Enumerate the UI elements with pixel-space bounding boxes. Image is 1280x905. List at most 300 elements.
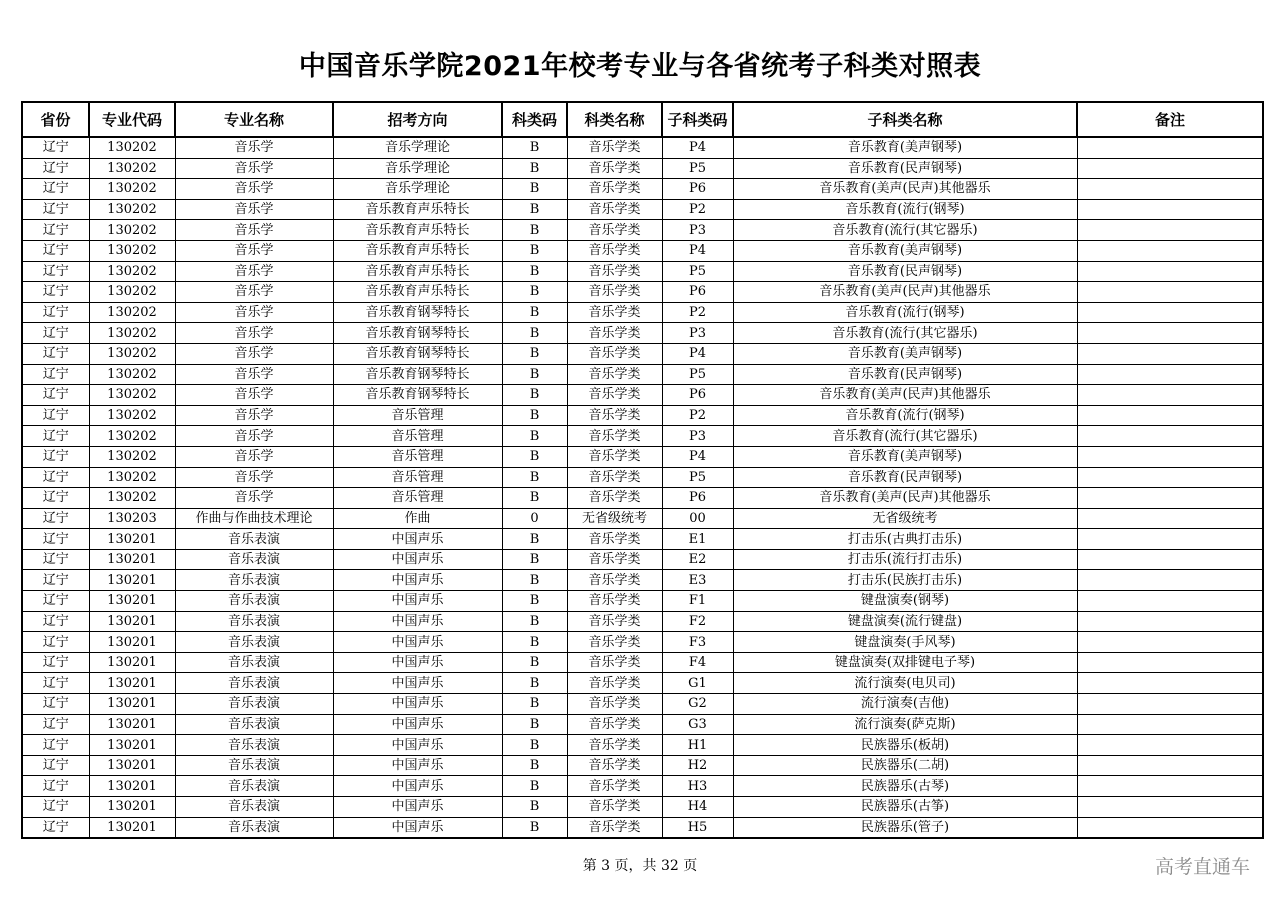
cell-province: 辽宁 xyxy=(22,137,89,158)
cell-remarks xyxy=(1077,488,1263,509)
cell-province: 辽宁 xyxy=(22,755,89,776)
cell-direction: 中国声乐 xyxy=(333,652,502,673)
cell-direction: 中国声乐 xyxy=(333,570,502,591)
cell-category-name: 音乐学类 xyxy=(567,611,662,632)
cell-direction: 中国声乐 xyxy=(333,797,502,818)
cell-province: 辽宁 xyxy=(22,673,89,694)
cell-category-code: B xyxy=(502,364,567,385)
table-row xyxy=(22,302,1263,323)
header-direction: 招考方向 xyxy=(333,102,502,137)
cell-major-code: 130201 xyxy=(89,632,175,653)
cell-direction: 音乐学理论 xyxy=(333,137,502,158)
table-row xyxy=(22,240,1263,261)
cell-major-name: 音乐学 xyxy=(175,158,333,179)
cell-province: 辽宁 xyxy=(22,735,89,756)
cell-category-name: 音乐学类 xyxy=(567,549,662,570)
cell-major-name: 音乐表演 xyxy=(175,735,333,756)
cell-subcategory-name: 音乐教育(流行(钢琴) xyxy=(733,405,1077,426)
cell-major-name: 音乐学 xyxy=(175,488,333,509)
cell-category-code: B xyxy=(502,385,567,406)
cell-province: 辽宁 xyxy=(22,220,89,241)
cell-subcategory-name: 音乐教育(民声钢琴) xyxy=(733,364,1077,385)
watermark: 高考直通车 xyxy=(1154,856,1250,878)
cell-province: 辽宁 xyxy=(22,199,89,220)
cell-major-code: 130202 xyxy=(89,199,175,220)
cell-major-code: 130202 xyxy=(89,405,175,426)
cell-category-name: 音乐学类 xyxy=(567,632,662,653)
cell-major-name: 音乐表演 xyxy=(175,611,333,632)
table-row xyxy=(22,817,1263,838)
cell-subcategory-code: H4 xyxy=(662,797,733,818)
table-row xyxy=(22,632,1263,653)
table-row xyxy=(22,570,1263,591)
table-row xyxy=(22,488,1263,509)
cell-direction: 音乐管理 xyxy=(333,405,502,426)
cell-category-name: 音乐学类 xyxy=(567,467,662,488)
cell-major-code: 130201 xyxy=(89,735,175,756)
table-row xyxy=(22,343,1263,364)
cell-category-name: 音乐学类 xyxy=(567,405,662,426)
cell-subcategory-name: 音乐教育(美声钢琴) xyxy=(733,446,1077,467)
cell-province: 辽宁 xyxy=(22,817,89,838)
cell-province: 辽宁 xyxy=(22,570,89,591)
cell-category-name: 音乐学类 xyxy=(567,591,662,612)
cell-direction: 音乐管理 xyxy=(333,426,502,447)
cell-category-name: 音乐学类 xyxy=(567,385,662,406)
cell-major-name: 音乐学 xyxy=(175,282,333,303)
cell-subcategory-code: P6 xyxy=(662,282,733,303)
table-row xyxy=(22,714,1263,735)
cell-remarks xyxy=(1077,694,1263,715)
cell-category-code: B xyxy=(502,735,567,756)
cell-province: 辽宁 xyxy=(22,508,89,529)
cell-category-code: B xyxy=(502,302,567,323)
cell-major-code: 130201 xyxy=(89,549,175,570)
cell-category-code: B xyxy=(502,797,567,818)
cell-direction: 中国声乐 xyxy=(333,611,502,632)
cell-remarks xyxy=(1077,817,1263,838)
table-row xyxy=(22,673,1263,694)
cell-subcategory-name: 音乐教育(流行(其它器乐) xyxy=(733,220,1077,241)
cell-subcategory-name: 打击乐(古典打击乐) xyxy=(733,529,1077,550)
cell-major-code: 130202 xyxy=(89,385,175,406)
table-row xyxy=(22,385,1263,406)
cell-subcategory-code: H5 xyxy=(662,817,733,838)
cell-major-name: 音乐表演 xyxy=(175,632,333,653)
cell-subcategory-name: 无省级统考 xyxy=(733,508,1077,529)
cell-province: 辽宁 xyxy=(22,240,89,261)
cell-category-code: B xyxy=(502,549,567,570)
table-row xyxy=(22,158,1263,179)
header-category-name: 科类名称 xyxy=(567,102,662,137)
cell-subcategory-code: G3 xyxy=(662,714,733,735)
table-row xyxy=(22,364,1263,385)
cell-province: 辽宁 xyxy=(22,343,89,364)
header-major-name: 专业名称 xyxy=(175,102,333,137)
table-row xyxy=(22,282,1263,303)
cell-remarks xyxy=(1077,673,1263,694)
cell-category-code: B xyxy=(502,343,567,364)
cell-subcategory-name: 打击乐(民族打击乐) xyxy=(733,570,1077,591)
table-row xyxy=(22,137,1263,158)
cell-major-name: 音乐学 xyxy=(175,199,333,220)
cell-subcategory-name: 音乐教育(美声(民声)其他器乐 xyxy=(733,282,1077,303)
cell-direction: 中国声乐 xyxy=(333,673,502,694)
table-row xyxy=(22,755,1263,776)
cell-remarks xyxy=(1077,199,1263,220)
cell-province: 辽宁 xyxy=(22,714,89,735)
table-row xyxy=(22,261,1263,282)
cell-subcategory-name: 键盘演奏(手风琴) xyxy=(733,632,1077,653)
cell-subcategory-name: 民族器乐(古筝) xyxy=(733,797,1077,818)
table-row xyxy=(22,529,1263,550)
cell-subcategory-name: 音乐教育(民声钢琴) xyxy=(733,261,1077,282)
cell-province: 辽宁 xyxy=(22,405,89,426)
cell-province: 辽宁 xyxy=(22,694,89,715)
cell-category-code: B xyxy=(502,488,567,509)
cell-province: 辽宁 xyxy=(22,529,89,550)
cell-subcategory-name: 音乐教育(流行(其它器乐) xyxy=(733,426,1077,447)
cell-category-code: B xyxy=(502,405,567,426)
cell-category-code: B xyxy=(502,446,567,467)
cell-major-name: 音乐学 xyxy=(175,261,333,282)
cell-remarks xyxy=(1077,508,1263,529)
cell-major-code: 130201 xyxy=(89,652,175,673)
cell-major-code: 130202 xyxy=(89,240,175,261)
cell-direction: 中国声乐 xyxy=(333,549,502,570)
cell-category-name: 音乐学类 xyxy=(567,261,662,282)
cell-category-code: B xyxy=(502,426,567,447)
cell-category-name: 音乐学类 xyxy=(567,364,662,385)
cell-major-name: 音乐学 xyxy=(175,179,333,200)
cell-remarks xyxy=(1077,282,1263,303)
cell-province: 辽宁 xyxy=(22,364,89,385)
cell-category-name: 音乐学类 xyxy=(567,652,662,673)
cell-subcategory-code: P2 xyxy=(662,199,733,220)
cell-subcategory-code: P2 xyxy=(662,302,733,323)
cell-subcategory-name: 音乐教育(美声(民声)其他器乐 xyxy=(733,488,1077,509)
cell-province: 辽宁 xyxy=(22,652,89,673)
cell-category-code: B xyxy=(502,694,567,715)
cell-direction: 中国声乐 xyxy=(333,714,502,735)
cell-major-code: 130201 xyxy=(89,797,175,818)
cell-category-code: B xyxy=(502,632,567,653)
cell-province: 辽宁 xyxy=(22,385,89,406)
cell-category-code: B xyxy=(502,755,567,776)
cell-major-code: 130202 xyxy=(89,302,175,323)
cell-subcategory-name: 流行演奏(萨克斯) xyxy=(733,714,1077,735)
cell-province: 辽宁 xyxy=(22,467,89,488)
cell-province: 辽宁 xyxy=(22,488,89,509)
cell-direction: 作曲 xyxy=(333,508,502,529)
cell-direction: 中国声乐 xyxy=(333,694,502,715)
cell-remarks xyxy=(1077,179,1263,200)
cell-category-name: 音乐学类 xyxy=(567,282,662,303)
cell-direction: 音乐教育钢琴特长 xyxy=(333,302,502,323)
cell-subcategory-name: 音乐教育(美声钢琴) xyxy=(733,240,1077,261)
cell-category-code: B xyxy=(502,240,567,261)
cell-subcategory-name: 音乐教育(美声钢琴) xyxy=(733,137,1077,158)
cell-direction: 音乐管理 xyxy=(333,446,502,467)
cell-subcategory-code: P3 xyxy=(662,220,733,241)
cell-province: 辽宁 xyxy=(22,591,89,612)
cell-remarks xyxy=(1077,158,1263,179)
cell-category-code: B xyxy=(502,137,567,158)
cell-subcategory-code: P3 xyxy=(662,323,733,344)
cell-subcategory-code: P2 xyxy=(662,405,733,426)
cell-remarks xyxy=(1077,323,1263,344)
cell-direction: 音乐教育声乐特长 xyxy=(333,199,502,220)
cell-subcategory-code: P5 xyxy=(662,261,733,282)
table-row xyxy=(22,220,1263,241)
cell-category-code: B xyxy=(502,199,567,220)
table-row xyxy=(22,426,1263,447)
cell-major-name: 音乐表演 xyxy=(175,549,333,570)
cell-subcategory-code: G1 xyxy=(662,673,733,694)
cell-major-name: 音乐表演 xyxy=(175,755,333,776)
comparison-table xyxy=(21,101,1264,839)
cell-category-code: B xyxy=(502,591,567,612)
cell-subcategory-code: E3 xyxy=(662,570,733,591)
cell-subcategory-code: P5 xyxy=(662,364,733,385)
cell-subcategory-name: 键盘演奏(流行键盘) xyxy=(733,611,1077,632)
cell-category-code: B xyxy=(502,673,567,694)
cell-major-name: 音乐学 xyxy=(175,220,333,241)
cell-major-name: 音乐学 xyxy=(175,405,333,426)
header-category-code: 科类码 xyxy=(502,102,567,137)
cell-province: 辽宁 xyxy=(22,282,89,303)
cell-direction: 音乐教育声乐特长 xyxy=(333,240,502,261)
cell-category-code: B xyxy=(502,611,567,632)
cell-remarks xyxy=(1077,385,1263,406)
cell-subcategory-name: 音乐教育(美声(民声)其他器乐 xyxy=(733,179,1077,200)
cell-major-code: 130201 xyxy=(89,570,175,591)
cell-subcategory-code: H2 xyxy=(662,755,733,776)
cell-major-code: 130202 xyxy=(89,426,175,447)
cell-direction: 中国声乐 xyxy=(333,632,502,653)
cell-category-code: B xyxy=(502,261,567,282)
table-row xyxy=(22,694,1263,715)
cell-province: 辽宁 xyxy=(22,261,89,282)
cell-remarks xyxy=(1077,426,1263,447)
page-number: 第 3 页，共 32 页 xyxy=(582,858,698,874)
table-row xyxy=(22,652,1263,673)
cell-subcategory-name: 流行演奏(电贝司) xyxy=(733,673,1077,694)
cell-subcategory-name: 民族器乐(板胡) xyxy=(733,735,1077,756)
cell-major-name: 音乐表演 xyxy=(175,570,333,591)
cell-category-name: 音乐学类 xyxy=(567,714,662,735)
cell-major-code: 130202 xyxy=(89,179,175,200)
cell-subcategory-code: P3 xyxy=(662,426,733,447)
cell-major-name: 音乐学 xyxy=(175,364,333,385)
cell-category-name: 音乐学类 xyxy=(567,179,662,200)
table-row xyxy=(22,776,1263,797)
cell-remarks xyxy=(1077,220,1263,241)
cell-direction: 音乐教育声乐特长 xyxy=(333,220,502,241)
cell-remarks xyxy=(1077,570,1263,591)
cell-major-name: 音乐表演 xyxy=(175,529,333,550)
cell-major-code: 130202 xyxy=(89,158,175,179)
cell-category-name: 音乐学类 xyxy=(567,199,662,220)
cell-remarks xyxy=(1077,446,1263,467)
cell-major-code: 130201 xyxy=(89,714,175,735)
cell-category-name: 音乐学类 xyxy=(567,488,662,509)
cell-category-name: 音乐学类 xyxy=(567,735,662,756)
cell-direction: 中国声乐 xyxy=(333,817,502,838)
cell-major-name: 音乐表演 xyxy=(175,694,333,715)
table-row xyxy=(22,735,1263,756)
page-title: 中国音乐学院2021年校考专业与各省统考子科类对照表 xyxy=(298,51,982,82)
cell-category-name: 音乐学类 xyxy=(567,302,662,323)
cell-category-code: B xyxy=(502,570,567,591)
cell-category-code: B xyxy=(502,776,567,797)
cell-major-name: 音乐学 xyxy=(175,302,333,323)
cell-subcategory-name: 键盘演奏(双排键电子琴) xyxy=(733,652,1077,673)
cell-category-name: 音乐学类 xyxy=(567,529,662,550)
cell-major-code: 130202 xyxy=(89,220,175,241)
cell-direction: 音乐管理 xyxy=(333,488,502,509)
cell-category-name: 音乐学类 xyxy=(567,797,662,818)
cell-category-name: 音乐学类 xyxy=(567,240,662,261)
cell-remarks xyxy=(1077,343,1263,364)
cell-category-code: B xyxy=(502,220,567,241)
cell-province: 辽宁 xyxy=(22,611,89,632)
cell-subcategory-code: P5 xyxy=(662,158,733,179)
cell-subcategory-code: 00 xyxy=(662,508,733,529)
cell-major-code: 130201 xyxy=(89,776,175,797)
cell-major-name: 音乐学 xyxy=(175,426,333,447)
cell-province: 辽宁 xyxy=(22,797,89,818)
cell-subcategory-code: H1 xyxy=(662,735,733,756)
table-row xyxy=(22,508,1263,529)
cell-province: 辽宁 xyxy=(22,302,89,323)
table-row xyxy=(22,179,1263,200)
cell-major-name: 音乐学 xyxy=(175,446,333,467)
cell-province: 辽宁 xyxy=(22,323,89,344)
cell-major-name: 音乐表演 xyxy=(175,673,333,694)
cell-major-code: 130201 xyxy=(89,611,175,632)
cell-category-code: B xyxy=(502,158,567,179)
cell-major-code: 130202 xyxy=(89,261,175,282)
table-row xyxy=(22,797,1263,818)
cell-subcategory-name: 音乐教育(流行(钢琴) xyxy=(733,302,1077,323)
cell-category-name: 音乐学类 xyxy=(567,817,662,838)
cell-major-code: 130203 xyxy=(89,508,175,529)
cell-direction: 中国声乐 xyxy=(333,755,502,776)
cell-subcategory-name: 民族器乐(管子) xyxy=(733,817,1077,838)
cell-major-name: 音乐表演 xyxy=(175,652,333,673)
cell-category-name: 音乐学类 xyxy=(567,570,662,591)
cell-major-name: 音乐学 xyxy=(175,343,333,364)
table-row xyxy=(22,467,1263,488)
cell-subcategory-name: 音乐教育(美声(民声)其他器乐 xyxy=(733,385,1077,406)
cell-remarks xyxy=(1077,549,1263,570)
cell-direction: 中国声乐 xyxy=(333,735,502,756)
cell-major-code: 130201 xyxy=(89,529,175,550)
cell-major-name: 音乐表演 xyxy=(175,817,333,838)
cell-province: 辽宁 xyxy=(22,426,89,447)
cell-remarks xyxy=(1077,137,1263,158)
cell-remarks xyxy=(1077,529,1263,550)
cell-subcategory-name: 音乐教育(美声钢琴) xyxy=(733,343,1077,364)
cell-major-code: 130201 xyxy=(89,694,175,715)
table-row xyxy=(22,446,1263,467)
cell-major-code: 130201 xyxy=(89,591,175,612)
cell-major-code: 130201 xyxy=(89,817,175,838)
cell-category-name: 音乐学类 xyxy=(567,158,662,179)
cell-major-code: 130202 xyxy=(89,467,175,488)
cell-major-code: 130202 xyxy=(89,343,175,364)
cell-category-code: B xyxy=(502,179,567,200)
cell-category-name: 音乐学类 xyxy=(567,426,662,447)
table-row xyxy=(22,323,1263,344)
cell-subcategory-code: P4 xyxy=(662,343,733,364)
cell-major-name: 音乐表演 xyxy=(175,797,333,818)
cell-subcategory-name: 民族器乐(二胡) xyxy=(733,755,1077,776)
cell-subcategory-code: P6 xyxy=(662,179,733,200)
cell-category-code: B xyxy=(502,467,567,488)
cell-major-name: 音乐表演 xyxy=(175,714,333,735)
cell-category-code: B xyxy=(502,714,567,735)
cell-category-code: 0 xyxy=(502,508,567,529)
cell-remarks xyxy=(1077,652,1263,673)
cell-direction: 音乐教育声乐特长 xyxy=(333,261,502,282)
cell-subcategory-code: E1 xyxy=(662,529,733,550)
table-row xyxy=(22,549,1263,570)
cell-remarks xyxy=(1077,755,1263,776)
cell-direction: 中国声乐 xyxy=(333,591,502,612)
cell-remarks xyxy=(1077,302,1263,323)
cell-category-name: 音乐学类 xyxy=(567,776,662,797)
cell-direction: 音乐学理论 xyxy=(333,158,502,179)
cell-category-code: B xyxy=(502,282,567,303)
cell-subcategory-name: 音乐教育(民声钢琴) xyxy=(733,158,1077,179)
cell-province: 辽宁 xyxy=(22,549,89,570)
cell-subcategory-name: 音乐教育(流行(其它器乐) xyxy=(733,323,1077,344)
cell-province: 辽宁 xyxy=(22,158,89,179)
cell-major-code: 130201 xyxy=(89,755,175,776)
header-subcategory-code: 子科类码 xyxy=(662,102,733,137)
cell-remarks xyxy=(1077,714,1263,735)
cell-category-name: 无省级统考 xyxy=(567,508,662,529)
cell-subcategory-code: F3 xyxy=(662,632,733,653)
cell-category-name: 音乐学类 xyxy=(567,694,662,715)
cell-remarks xyxy=(1077,591,1263,612)
cell-category-name: 音乐学类 xyxy=(567,446,662,467)
cell-subcategory-name: 流行演奏(吉他) xyxy=(733,694,1077,715)
cell-category-name: 音乐学类 xyxy=(567,220,662,241)
cell-category-name: 音乐学类 xyxy=(567,323,662,344)
cell-major-name: 音乐学 xyxy=(175,137,333,158)
cell-remarks xyxy=(1077,797,1263,818)
table-row xyxy=(22,199,1263,220)
cell-subcategory-code: P4 xyxy=(662,446,733,467)
cell-direction: 音乐教育声乐特长 xyxy=(333,282,502,303)
cell-direction: 音乐教育钢琴特长 xyxy=(333,343,502,364)
cell-subcategory-name: 键盘演奏(钢琴) xyxy=(733,591,1077,612)
cell-major-code: 130202 xyxy=(89,282,175,303)
cell-major-code: 130201 xyxy=(89,673,175,694)
cell-subcategory-name: 音乐教育(流行(钢琴) xyxy=(733,199,1077,220)
cell-category-code: B xyxy=(502,529,567,550)
cell-province: 辽宁 xyxy=(22,776,89,797)
cell-major-code: 130202 xyxy=(89,137,175,158)
cell-category-name: 音乐学类 xyxy=(567,343,662,364)
cell-major-code: 130202 xyxy=(89,364,175,385)
cell-direction: 音乐教育钢琴特长 xyxy=(333,364,502,385)
header-province: 省份 xyxy=(22,102,89,137)
table-header-row xyxy=(22,102,1263,137)
